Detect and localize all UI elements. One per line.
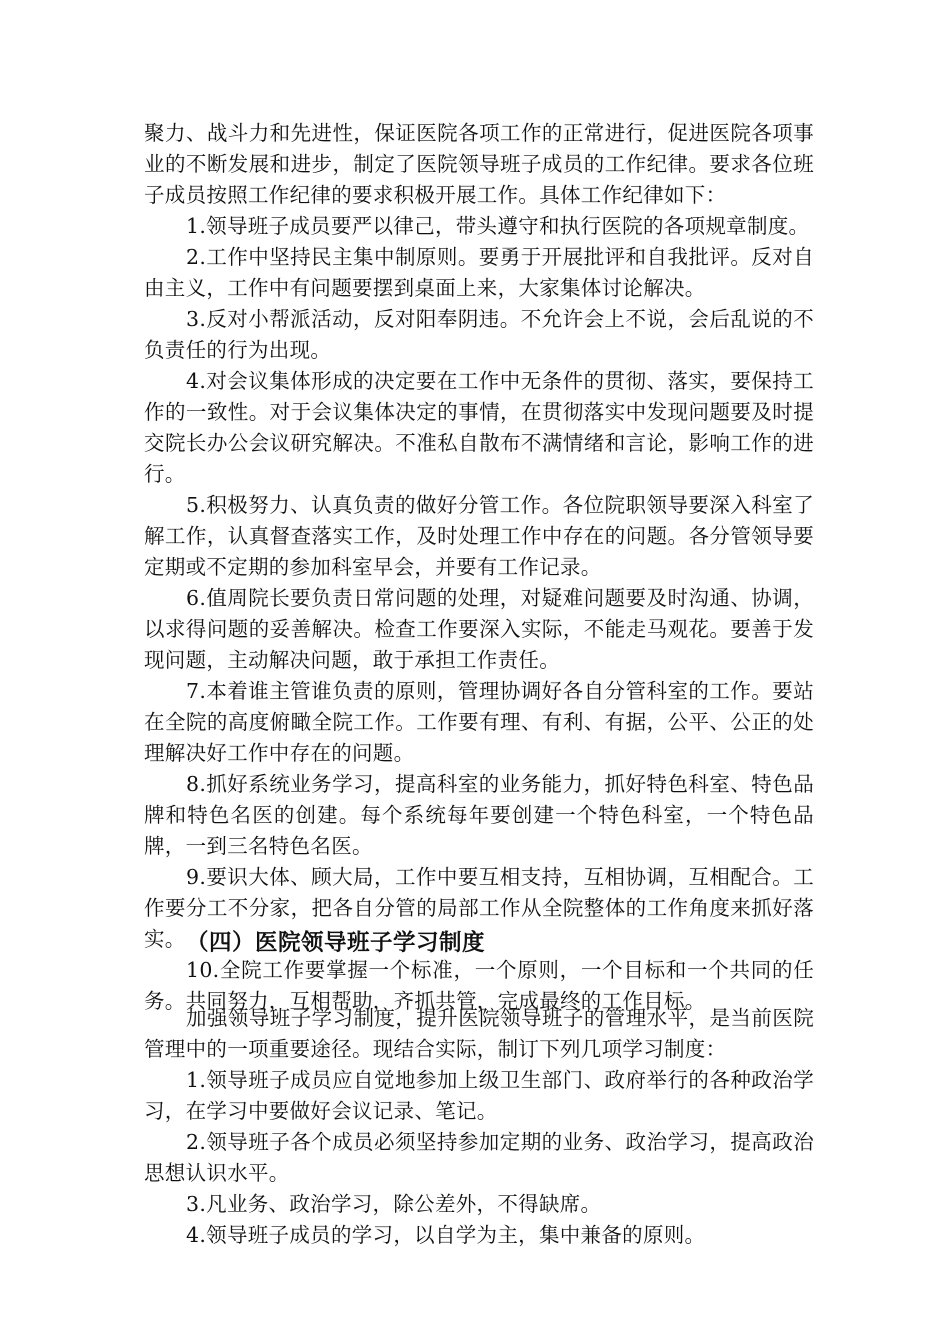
- section4-intro: 加强领导班子学习制度，提升医院领导班子的管理水平，是当前医院管理中的一项重要途径。现结合实际，制订下列几项学习制度：: [144, 1006, 814, 1061]
- section3-intro: 聚力、战斗力和先进性，保证医院各项工作的正常进行，促进医院各项事业的不断发展和进步，制定了医院领导班子成员的工作纪律。要求各位班子成员按照工作纪律的要求积极开展工作。具体工作纪律如下：: [144, 121, 814, 207]
- discipline-item-9: 9.要识大体、顾大局，工作中要互相支持，互相协调，互相配合。工作要分工不分家，把各自分管的局部工作从全院整体的工作角度来抓好落实。: [144, 865, 814, 951]
- discipline-item-8: 8.抓好系统业务学习，提高科室的业务能力，抓好特色科室、特色品牌和特色名医的创建。每个系统每年要创建一个特色科室，一个特色品牌，一到三名特色名医。: [144, 772, 814, 858]
- discipline-item-6: 6.值周院长要负责日常问题的处理，对疑难问题要及时沟通、协调，以求得问题的妥善解决。检查工作要深入实际，不能走马观花。要善于发现问题，主动解决问题，敢于承担工作责任。: [144, 586, 814, 672]
- study-item-2: 2.领导班子各个成员必须坚持参加定期的业务、政治学习，提高政治思想认识水平。: [144, 1130, 814, 1185]
- study-system-section: [144, 1003, 814, 1251]
- discipline-item-3: 3.反对小帮派活动，反对阳奉阴违。不允许会上不说，会后乱说的不负责任的行为出现。: [144, 307, 814, 362]
- section4-heading: （四）医院领导班子学习制度: [186, 930, 486, 956]
- discipline-item-1: 1.领导班子成员要严以律己，带头遵守和执行医院的各项规章制度。: [186, 214, 810, 238]
- discipline-item-2: 2.工作中坚持民主集中制原则。要勇于开展批评和自我批评。反对自由主义，工作中有问题要摆到桌面上来，大家集体讨论解决。: [144, 245, 814, 300]
- study-item-3: 3.凡业务、政治学习，除公差外，不得缺席。: [186, 1192, 602, 1216]
- work-discipline-section: [144, 118, 814, 1017]
- study-item-1: 1.领导班子成员应自觉地参加上级卫生部门、政府举行的各种政治学习，在学习中要做好会议记录、笔记。: [144, 1068, 814, 1123]
- study-item-4: 4.领导班子成员的学习，以自学为主，集中兼备的原则。: [186, 1223, 706, 1247]
- discipline-item-10: 10.全院工作要掌握一个标准，一个原则，一个目标和一个共同的任务。共同努力，互相帮助，齐抓共管，完成最终的工作目标。: [144, 958, 814, 1013]
- discipline-item-4: 4.对会议集体形成的决定要在工作中无条件的贯彻、落实，要保持工作的一致性。对于会议集体决定的事情，在贯彻落实中发现问题要及时提交院长办公会议研究解决。不准私自散布不满情绪和言论，影响工作的进行。: [144, 369, 814, 486]
- discipline-item-5: 5.积极努力、认真负责的做好分管工作。各位院职领导要深入科室了解工作，认真督查落实工作，及时处理工作中存在的问题。各分管领导要定期或不定期的参加科室早会，并要有工作记录。: [144, 493, 814, 579]
- discipline-item-7: 7.本着谁主管谁负责的原则，管理协调好各自分管科室的工作。要站在全院的高度俯瞰全院工作。工作要有理、有利、有据，公平、公正的处理解决好工作中存在的问题。: [144, 679, 814, 765]
